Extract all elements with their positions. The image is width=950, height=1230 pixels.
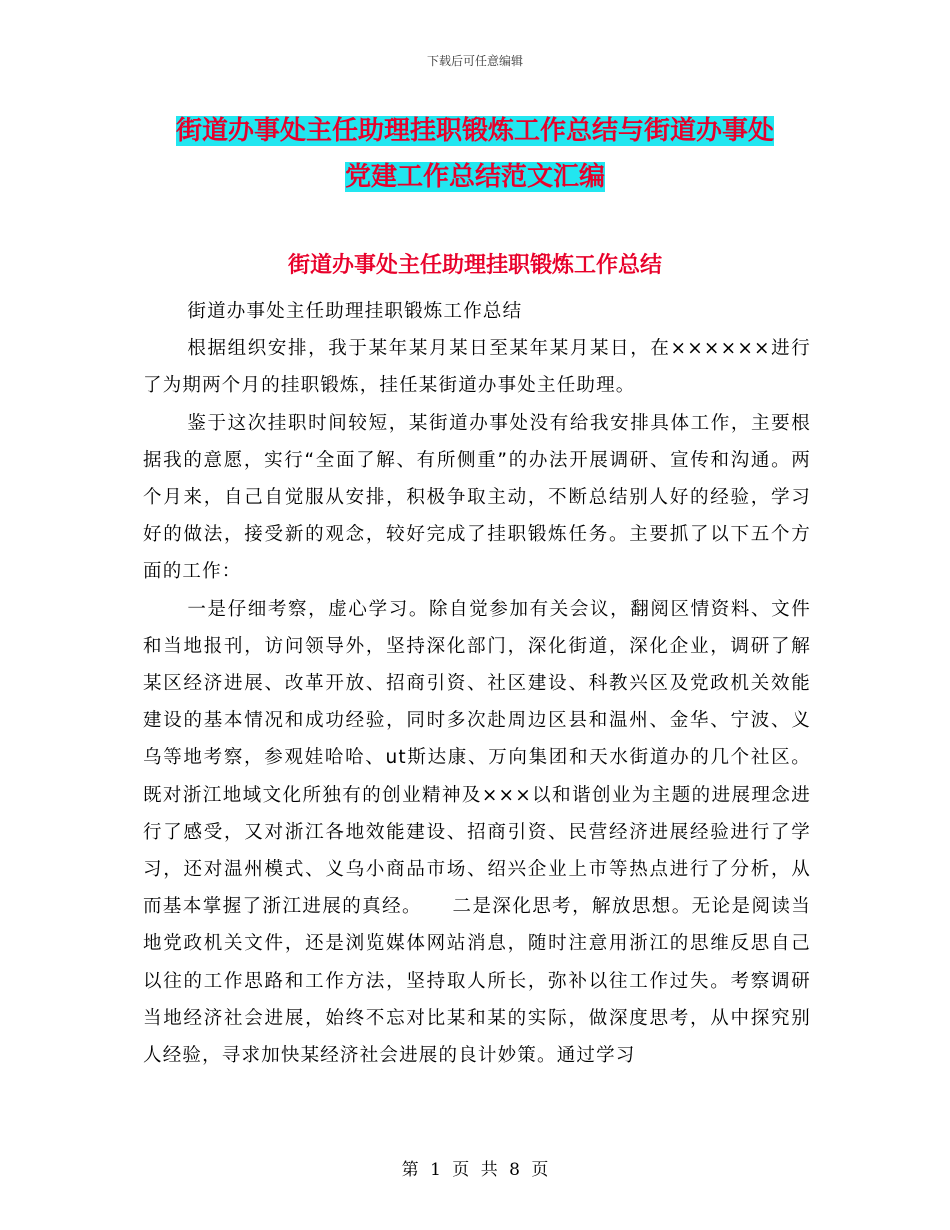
title-line-1: 街道办事处主任助理挂职锻炼工作总结与街道办事处 <box>175 116 774 146</box>
paragraph: 一是仔细考察，虚心学习。除自觉参加有关会议，翻阅区情资料、文件和当地报刊，访问领导外，坚持深化部门，深化街道，深化企业，调研了解某区经济进展、改革开放、招商引资、社区建设、科教兴区及党政机关效能建设的基本情况和成功经验，同时多次赴周边区县和温州、金华、宁波、义乌等地考察，参观娃哈哈、ut斯达康、万向集团和天水街道办的几个社区。既对浙江地域文化所独有的创业精神及×××以和谐创业为主题的进展理念进行了感受，又对浙江各地效能建设、招商引资、民营经济进展经验进行了学习，还对温州模式、义乌小商品市场、绍兴企业上市等热点进行了分析，从而基本掌握了浙江进展的真经。 二是深化思考，解放思想。无论是阅读当地党政机关文件，还是浏览媒体网站消息，随时注意用浙江的思维反思自己以往的工作思路和工作方法，坚持取人所长，弥补以往工作过失。考察调研当地经济社会进展，始终不忘对比某和某的实际，做深度思考，从中探究别人经验，寻求加快某经济社会进展的良计妙策。通过学习 <box>143 598 811 1067</box>
document-title <box>145 108 805 200</box>
body-text <box>143 293 811 1074</box>
title-line-2: 党建工作总结范文汇编 <box>344 162 605 192</box>
section-title: 街道办事处主任助理挂职锻炼工作总结 <box>287 253 662 278</box>
page-footer: 第 1 页 共 8 页 <box>401 1160 549 1180</box>
paragraph: 根据组织安排，我于某年某月某日至某年某月某日，在××××××进行了为期两个月的挂职锻炼，挂任某街道办事处主任助理。 <box>143 338 811 397</box>
header-note: 下载后可任意编辑 <box>426 54 523 68</box>
paragraph: 鉴于这次挂职时间较短，某街道办事处没有给我安排具体工作，主要根据我的意愿，实行“全面了解、有所侧重”的办法开展调研、宣传和沟通。两个月来，自己自觉服从安排，积极争取主动，不断总结别人好的经验，学习好的做法，接受新的观念，较好完成了挂职锻炼任务。主要抓了以下五个方面的工作： <box>143 412 811 583</box>
paragraph: 街道办事处主任助理挂职锻炼工作总结 <box>187 301 523 322</box>
